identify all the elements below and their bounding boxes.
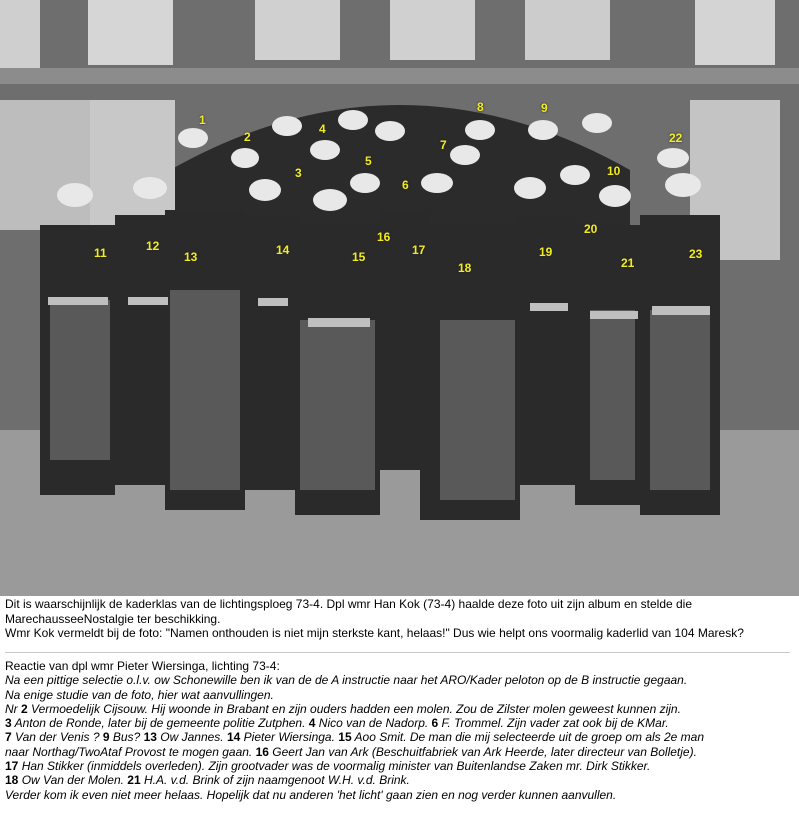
person-label-16: 16: [377, 230, 391, 244]
reaction-text: naar Northag/TwoAtaf Provost te mogen gaan.: [5, 744, 256, 759]
person-label-17: 17: [412, 243, 426, 257]
reaction-text: H.A. v.d. Brink of zijn naamgenoot W.H. v.d. Brink.: [140, 773, 410, 788]
person-label-5: 5: [365, 154, 372, 168]
person-label-7: 7: [440, 138, 447, 152]
person-label-23: 23: [689, 247, 703, 261]
divider: [5, 652, 790, 653]
reaction-text: Pieter Wiersinga.: [240, 730, 339, 745]
person-label-1: 1: [199, 113, 206, 127]
person-label-14: 14: [276, 243, 290, 257]
person-number: 15: [338, 730, 352, 745]
person-label-10: 10: [607, 164, 621, 178]
person-label-8: 8: [477, 100, 484, 114]
reaction-text: Ow Van der Molen.: [18, 773, 128, 788]
person-label-3: 3: [295, 166, 302, 180]
person-label-21: 21: [621, 256, 635, 270]
person-number: 9: [102, 730, 110, 745]
person-label-18: 18: [458, 261, 472, 275]
person-label-6: 6: [402, 178, 409, 192]
caption-line: Wmr Kok vermeldt bij de foto: "Namen onthouden is niet mijn sterkste kant, helaas!" Dus wie helpt ons voormalig kaderlid van 104 Maresk?: [5, 626, 744, 640]
person-number: 3: [5, 716, 12, 731]
reaction-text: Anton de Ronde, later bij de gemeente politie Zutphen.: [11, 716, 309, 731]
reaction-line: [5, 730, 797, 744]
reaction-line: [5, 702, 797, 716]
person-label-11: 11: [94, 246, 107, 260]
person-label-12: 12: [146, 239, 160, 253]
reaction-text: Bus?: [109, 730, 144, 745]
person-number: 4: [308, 716, 316, 731]
person-label-19: 19: [539, 245, 553, 259]
reaction-line: Na enige studie van de foto, hier wat aanvullingen.: [5, 687, 274, 702]
person-number: 16: [255, 744, 269, 759]
person-number: 13: [143, 730, 157, 745]
photo-caption: [5, 597, 797, 641]
person-label-13: 13: [184, 250, 198, 264]
reaction-line: [5, 716, 797, 730]
reaction-line: [5, 745, 797, 759]
reaction-line: Verder kom ik even niet meer helaas. Hopelijk dat nu anderen 'het licht' gaan zien en nog verder kunnen aanvullen.: [5, 787, 617, 802]
reaction-text: Nr: [5, 701, 21, 716]
person-label-4: 4: [319, 122, 326, 136]
reaction-line: [5, 773, 797, 787]
person-label-20: 20: [584, 222, 598, 236]
reaction-text: Aoo Smit. De man die mij selecteerde uit de groep om als 2e man: [351, 730, 705, 745]
caption-line: MarechausseeNostalgie ter beschikking.: [5, 611, 221, 626]
reaction-text: F. Trommel. Zijn vader zat ook bij de KMar.: [438, 716, 669, 731]
reaction-text: Vermoedelijk Cijsouw. Hij woonde in Brabant en zijn ouders hadden een molen. Zou de Zilster molen geweest kunnen zijn.: [27, 701, 681, 716]
person-label-22: 22: [669, 131, 683, 145]
person-number: 17: [5, 759, 19, 774]
person-number: 2: [21, 701, 28, 716]
reaction-text: Han Stikker (inmiddels overleden). Zijn grootvader was de voormalig minister van Buitenlandse Zaken mr. Dirk Stikker.: [18, 759, 651, 774]
person-number: 6: [431, 716, 439, 731]
reaction-line: [5, 759, 797, 773]
reaction-block: [5, 659, 797, 802]
reaction-line: Na een pittige selectie o.l.v. ow Schonewille ben ik van de de A instructie naar het ARO/Kader peloton op de B instructie gegaan.: [5, 673, 688, 688]
person-number: 7: [5, 730, 12, 745]
person-number: 14: [226, 730, 241, 745]
caption-line: Dit is waarschijnlijk de kaderklas van de lichtingsploeg 73-4. Dpl wmr Han Kok (73-4) haalde deze foto uit zijn album en stelde die: [5, 597, 693, 611]
reaction-heading: Reactie van dpl wmr Pieter Wiersinga, lichting 73-4:: [5, 659, 280, 673]
person-number: 21: [127, 773, 141, 788]
reaction-text: Geert Jan van Ark (Beschuitfabriek van Ark Heerde, later directeur van Bolletje).: [268, 744, 697, 759]
reaction-text: Ow Jannes.: [156, 730, 227, 745]
person-label-2: 2: [244, 130, 251, 144]
reaction-text: Van der Venis ?: [11, 730, 103, 745]
person-label-15: 15: [352, 250, 366, 264]
reaction-text: Nico van de Nadorp.: [315, 716, 432, 731]
person-number: 18: [5, 773, 19, 788]
person-label-9: 9: [541, 101, 548, 115]
